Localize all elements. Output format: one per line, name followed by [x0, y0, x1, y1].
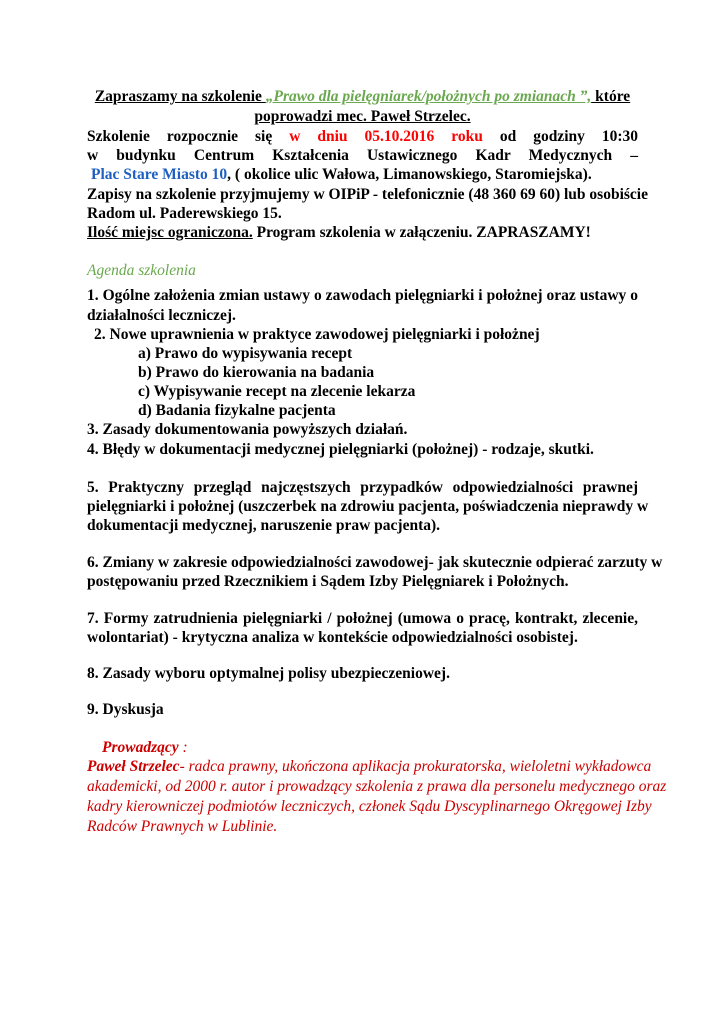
start-time: od godziny 10:30 — [482, 128, 639, 145]
intro-line-2: poprowadzi mec. Paweł Strzelec. — [254, 108, 471, 125]
agenda-item-6-line-2: postępowaniu przed Rzecznikiem i Sądem Izby Pielęgniarek i Położnych. — [87, 573, 569, 590]
lecturer-bio-line-1 — [87, 757, 652, 776]
lecturer-label: Prowadzący — [102, 739, 179, 756]
intro-line-3 — [87, 127, 638, 146]
agenda-subitem-a: a) Prawo do wypisywania recept — [138, 345, 353, 362]
agenda-item-4: 4. Błędy w dokumentacji medycznej pielęgniarki (położnej) - rodzaje, skutki. — [87, 441, 594, 458]
course-title: „Prawo dla pielęgniarek/położnych po zmianach ”, — [265, 88, 592, 105]
intro-line-4: w budynku Centrum Kształcenia Ustawicznego Kadr Medycznych – — [87, 147, 638, 164]
agenda-item-7-line-1: 7. Formy zatrudnienia pielęgniarki / położnej (umowa o pracę, kontrakt, zlecenie, — [87, 610, 638, 627]
intro-line-5 — [91, 165, 642, 184]
lecturer-label-colon: : — [178, 739, 188, 756]
venue-area: , ( okolice ulic Wałowa, Limanowskiego, Staromiejska). — [227, 166, 592, 183]
lecturer-bio-line-4: Radców Prawnych w Lublinie. — [87, 818, 278, 835]
intro-line-1 — [87, 87, 638, 106]
agenda-subitem-b: b) Prawo do kierowania na badania — [138, 364, 375, 381]
agenda-item-7-line-2: wolontariat) - krytyczna analiza w kontekście odpowiedzialności osobistej. — [87, 629, 578, 646]
intro-line-7: Radom ul. Paderewskiego 15. — [87, 205, 282, 222]
agenda-item-8: 8. Zasady wyboru optymalnej polisy ubezpieczeniowej. — [87, 665, 450, 682]
agenda-subitem-c: c) Wypisywanie recept na zlecenie lekarza — [138, 383, 416, 400]
agenda-heading: Agenda szkolenia — [87, 262, 196, 279]
start-text: Szkolenie rozpocznie się — [87, 128, 290, 145]
venue-address: Plac Stare Miasto 10 — [91, 166, 228, 183]
agenda-item-6-line-1: 6. Zmiany w zakresie odpowiedzialności zawodowej- jak skutecznie odpierać zarzuty w — [87, 554, 663, 571]
program-invite: Program szkolenia w załączeniu. ZAPRASZAMY! — [252, 224, 591, 241]
intro-line-8 — [87, 223, 638, 242]
agenda-item-5-line-1: 5. Praktyczny przegląd najczęstszych przypadków odpowiedzialności prawnej — [87, 479, 638, 496]
agenda-item-1-line-2: działalności leczniczej. — [87, 307, 236, 324]
intro-line-6: Zapisy na szkolenie przyjmujemy w OIPiP - telefonicznie (48 360 69 60) lub osobiście — [87, 186, 648, 203]
start-date: w dniu 05.10.2016 roku — [289, 128, 483, 145]
lecturer-bio-line-2: akademicki, od 2000 r. autor i prowadzący szkolenia z prawa dla personelu medycznego oraz — [87, 778, 667, 795]
agenda-item-9: 9. Dyskusja — [87, 701, 164, 718]
lecturer-bio-1: - radca prawny, ukończona aplikacja prokuratorska, wieloletni wykładowca — [179, 758, 652, 775]
intro-invite: Zapraszamy na szkolenie — [94, 88, 266, 105]
intro-which: które — [591, 88, 631, 105]
lecturer-name: Paweł Strzelec — [87, 758, 180, 775]
lecturer-label-line — [102, 738, 653, 757]
lecturer-bio-line-3: kadry kierowniczej podmiotów leczniczych, członek Sądu Dyscyplinarnego Okręgowej Izby — [87, 798, 652, 815]
agenda-item-5-line-3: dokumentacji medycznej, naruszenie praw pacjenta). — [87, 517, 441, 534]
agenda-subitem-d: d) Badania fizykalne pacjenta — [138, 402, 336, 419]
agenda-item-2: 2. Nowe uprawnienia w praktyce zawodowej pielęgniarki i położnej — [94, 326, 540, 343]
agenda-item-1-line-1: 1. Ogólne założenia zmian ustawy o zawodach pielęgniarki i położnej oraz ustawy o — [87, 287, 638, 304]
limited-seats: Ilość miejsc ograniczona. — [87, 224, 253, 241]
agenda-item-3: 3. Zasady dokumentowania powyższych działań. — [87, 421, 408, 438]
agenda-item-5-line-2: pielęgniarki i położnej (uszczerbek na zdrowiu pacjenta, poświadczenia nieprawdy w — [87, 498, 649, 515]
